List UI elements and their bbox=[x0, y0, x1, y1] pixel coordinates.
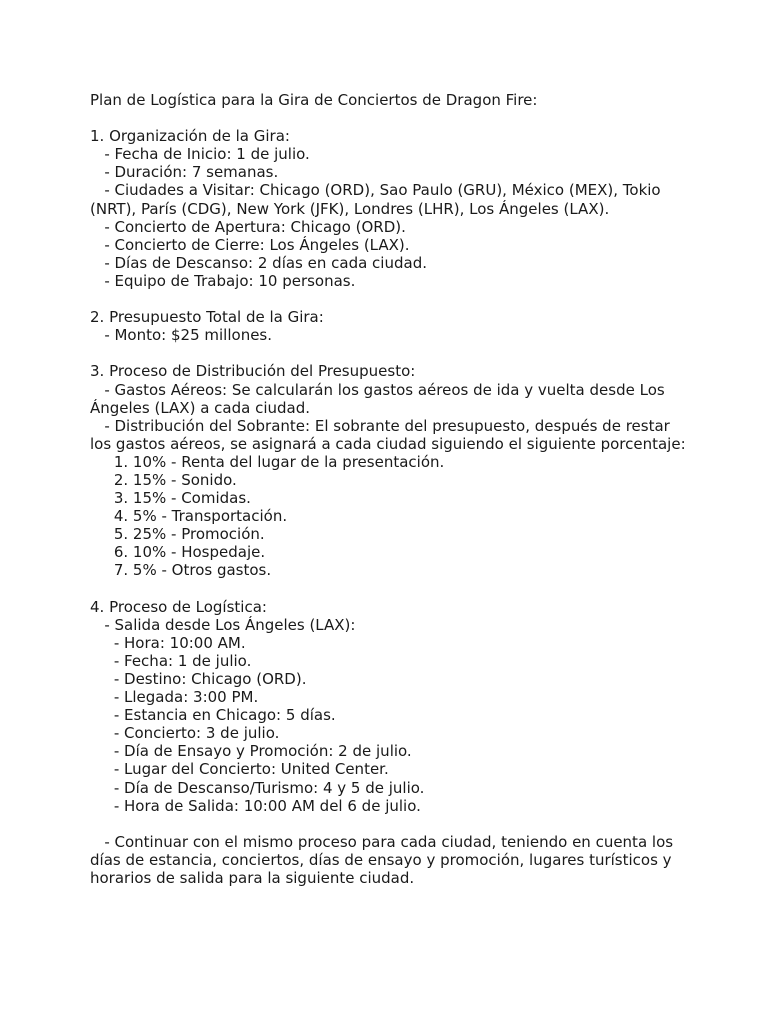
document-line: - Lugar del Concierto: United Center. bbox=[90, 760, 389, 779]
document-line: 4. 5% - Transportación. bbox=[90, 507, 288, 526]
document-line: 5. 25% - Promoción. bbox=[90, 525, 265, 544]
document-line: - Hora de Salida: 10:00 AM del 6 de julio. bbox=[90, 796, 421, 815]
document-line: - Salida desde Los Ángeles (LAX): bbox=[90, 615, 356, 634]
document-line: - Monto: $25 millones. bbox=[90, 326, 273, 345]
document-line: 3. Proceso de Distribución del Presupuesto: bbox=[90, 362, 416, 381]
document-line: - Concierto de Cierre: Los Ángeles (LAX). bbox=[90, 235, 410, 254]
document-line: 2. 15% - Sonido. bbox=[90, 470, 237, 489]
document-line bbox=[90, 109, 690, 127]
document-line bbox=[90, 290, 690, 308]
document-line: 1. Organización de la Gira: bbox=[90, 127, 290, 146]
document-line: - Estancia en Chicago: 5 días. bbox=[90, 706, 336, 725]
document-line: 1. 10% - Renta del lugar de la presentación. bbox=[90, 452, 445, 471]
document-line: - Fecha: 1 de julio. bbox=[90, 651, 252, 670]
document-line: - Distribución del Sobrante: El sobrante del presupuesto, después de restar los gastos aéreos, se asignará a cada ciudad siguiendo el siguiente porcentaje: bbox=[90, 416, 686, 453]
document-line: - Equipo de Trabajo: 10 personas. bbox=[90, 271, 356, 290]
document-title: Plan de Logística para la Gira de Conciertos de Dragon Fire: bbox=[90, 91, 538, 109]
document-line: - Duración: 7 semanas. bbox=[90, 163, 279, 182]
document-line: 2. Presupuesto Total de la Gira: bbox=[90, 308, 324, 327]
document-line bbox=[90, 344, 690, 362]
document-line: - Ciudades a Visitar: Chicago (ORD), Sao Paulo (GRU), México (MEX), Tokio (NRT), París (CDG), New York (JFK), Londres (LHR), Los Ángeles (LAX). bbox=[90, 181, 666, 218]
document-line: 7. 5% - Otros gastos. bbox=[90, 561, 272, 580]
document-line: - Día de Descanso/Turismo: 4 y 5 de julio. bbox=[90, 778, 425, 797]
document-line: - Destino: Chicago (ORD). bbox=[90, 670, 307, 688]
document-line bbox=[90, 580, 690, 598]
document-line: - Fecha de Inicio: 1 de julio. bbox=[90, 145, 310, 164]
document-line: - Concierto: 3 de julio. bbox=[90, 724, 280, 743]
document-line bbox=[90, 815, 690, 833]
document-line: 4. Proceso de Logística: bbox=[90, 597, 267, 616]
document-line: 6. 10% - Hospedaje. bbox=[90, 543, 266, 562]
document-line: - Continuar con el mismo proceso para cada ciudad, teniendo en cuenta los días de estancia, conciertos, días de ensayo y promoción, lugares turísticos y horarios de salida para la siguiente ciudad. bbox=[90, 832, 678, 888]
document-line: - Día de Ensayo y Promoción: 2 de julio. bbox=[90, 742, 412, 761]
document-line: - Concierto de Apertura: Chicago (ORD). bbox=[90, 217, 406, 236]
document-line: - Llegada: 3:00 PM. bbox=[90, 688, 259, 707]
document-line: 3. 15% - Comidas. bbox=[90, 489, 251, 508]
document-page bbox=[90, 91, 690, 887]
document-line: - Gastos Aéreos: Se calcularán los gastos aéreos de ida y vuelta desde Los Ángeles (LAX) a cada ciudad. bbox=[90, 380, 670, 417]
document-line: - Días de Descanso: 2 días en cada ciudad. bbox=[90, 253, 427, 272]
document-body bbox=[90, 109, 690, 887]
document-line: - Hora: 10:00 AM. bbox=[90, 633, 246, 652]
